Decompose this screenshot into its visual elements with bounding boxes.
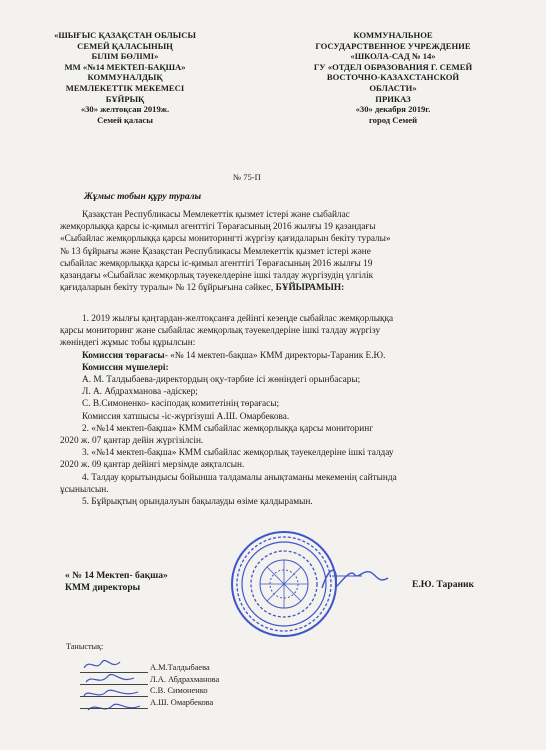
header-left: [20, 30, 230, 125]
order-subject: Жұмыс тобын құру туралы: [84, 192, 202, 202]
familiarized-name: С.В. Симоненко: [150, 686, 208, 696]
preamble: [60, 209, 506, 294]
order-clauses: [60, 313, 506, 508]
signature-line: [80, 684, 148, 685]
preamble-line: «Сыбайлас жемқорлыққа қарсы мониторингті жүргізу қағидаларын бекіту туралы»: [60, 234, 391, 245]
header-left-line: БҰЙРЫҚ: [105, 93, 145, 104]
clause-3-line: 3. «№14 мектеп-бақша» КММ сыбайлас жемқорлық тәуекелдеріне ішкі талдау: [82, 448, 394, 459]
secretary-item: Комиссия хатшысы -іс-жүргізуші А.Ш. Омарбекова.: [82, 411, 290, 422]
header-left-line: БІЛІМ БӨЛІМІ»: [91, 51, 159, 62]
clause-4-line: 4. Талдау қорытындысы бойынша талдамалы анықтаманы мекеменің сайтында: [82, 472, 397, 483]
header-left-date: «30» желтоқсан 2019ж.: [80, 104, 170, 115]
preamble-line: № 13 бұйрығы және Қазақстан Республикасы Мемлекеттік қызмет істері және: [60, 246, 371, 257]
director-name: Е.Ю. Тараник: [412, 579, 475, 590]
header-right-line: ОБЛАСТИ»: [369, 82, 417, 93]
chair-text: - «№ 14 мектеп-бақша» КММ директоры-Тараник Е.Ю.: [164, 350, 386, 361]
header-right-line: «ШКОЛА-САД № 14»: [350, 51, 436, 62]
clause-2-line: 2020 ж. 07 қантар дейін жүргізілсін.: [60, 436, 204, 447]
header-left-line: МЕМЛЕКЕТТІК МЕКЕМЕСІ: [65, 82, 185, 93]
signature-line: [80, 708, 148, 709]
director-signature: [318, 560, 398, 600]
header-left-line: КОММУНАЛДЫҚ: [87, 72, 163, 83]
header-right-date: «30» декабря 2019г.: [355, 104, 431, 115]
familiarized-signatures: [78, 656, 150, 716]
familiarized-list: [150, 662, 219, 708]
header-right-line: ВОСТОЧНО-КАЗАХСТАНСКОЙ: [326, 72, 460, 83]
familiarized-label: Таныстық:: [66, 642, 104, 651]
members-label: Комиссия мүшелері:: [82, 362, 169, 373]
clause-1-line: қарсы мониторинг және сыбайлас жемқорлық тәуекелдеріне ішкі талдау жүргізу: [60, 326, 381, 337]
clause-1-line: жөніндегі жұмыс тобы құрылсын:: [60, 338, 196, 349]
clause-4-line: ұсынылсын.: [60, 484, 109, 495]
order-number: № 75-П: [233, 172, 261, 182]
familiarized-name: Л.А. Абдрахманова: [150, 674, 220, 684]
member-item: Л. А. Абдрахманова -әдіскер;: [82, 387, 198, 398]
clause-3-line: 2020 ж. 09 қантар дейінгі мерзімде аяқталсын.: [60, 460, 245, 471]
member-item: С. В.Симоненко- кәсіподақ комитетінің төрағасы;: [82, 399, 280, 410]
clause-2-line: 2. «№14 мектеп-бақша» КММ сыбайлас жемқорлыққа қарсы мониторинг: [82, 423, 374, 434]
preamble-line: сыбайлас жемқорлыққа қарсы іс-қимыл агенттігі Төрағасының 2016 жылғы 19: [60, 258, 373, 269]
header-right: [268, 30, 518, 125]
signature-position: КММ директоры: [65, 582, 141, 593]
header-right-line: ГОСУДАРСТВЕННОЕ УЧРЕЖДЕНИЕ: [315, 40, 471, 51]
header-left-line: СЕМЕЙ ҚАЛАСЫНЫҢ: [77, 40, 173, 51]
preamble-line: Қазақстан Республикасы Мемлекеттік қызмет істері және сыбайлас: [82, 210, 350, 220]
signature-line: [80, 672, 148, 673]
familiarized-name: А.М.Талдыбаева: [150, 663, 210, 672]
clause-1-line: 1. 2019 жылғы қаңтардан-желтоқсанға дейінгі кезеңде сыбайлас жемқорлыққа: [82, 314, 394, 324]
header-right-line: КОММУНАЛЬНОЕ: [353, 30, 433, 40]
signature-block: [65, 570, 168, 594]
signature-org: « № 14 Мектеп- бақша»: [65, 570, 168, 581]
clause-5: 5. Бұйрықтың орындалуын бақылауды өзіме қалдырамын.: [82, 497, 313, 508]
header-right-city: город Семей: [368, 114, 418, 125]
header-right-line: ГУ «ОТДЕЛ ОБРАЗОВАНИЯ Г. СЕМЕЙ: [313, 61, 473, 72]
chair-label: Комиссия төрағасы: [82, 350, 165, 361]
signature-line: [80, 696, 148, 697]
header-left-city: Семей қаласы: [97, 114, 153, 125]
member-item: А. М. Талдыбаева-директордың оқу-тәрбие ісі жөніндегі орынбасары;: [82, 375, 361, 386]
header-left-line: ММ «№14 МЕКТЕП-БАҚША»: [64, 61, 186, 72]
preamble-line: қазандағы «Сыбайлас жемқорлық тәуекелдеріне ішкі талдау жүргізудің үлгілік: [60, 271, 374, 282]
header-left-line: «ШЫҒЫС ҚАЗАҚСТАН ОБЛЫСЫ: [54, 30, 196, 40]
header-right-line: ПРИКАЗ: [375, 93, 411, 104]
preamble-line: жемқорлыққа қарсы іс-қимыл агенттігі Төрағасының 2016 жылғы 19 қазандағы: [60, 222, 376, 233]
preamble-line: қағидаларын бекіту туралы» № 12 бұйрығына сәйкес,: [60, 283, 274, 294]
order-keyword: БҰЙЫРАМЫН:: [275, 283, 345, 294]
familiarized-name: А.Ш. Омарбекова: [150, 697, 214, 707]
